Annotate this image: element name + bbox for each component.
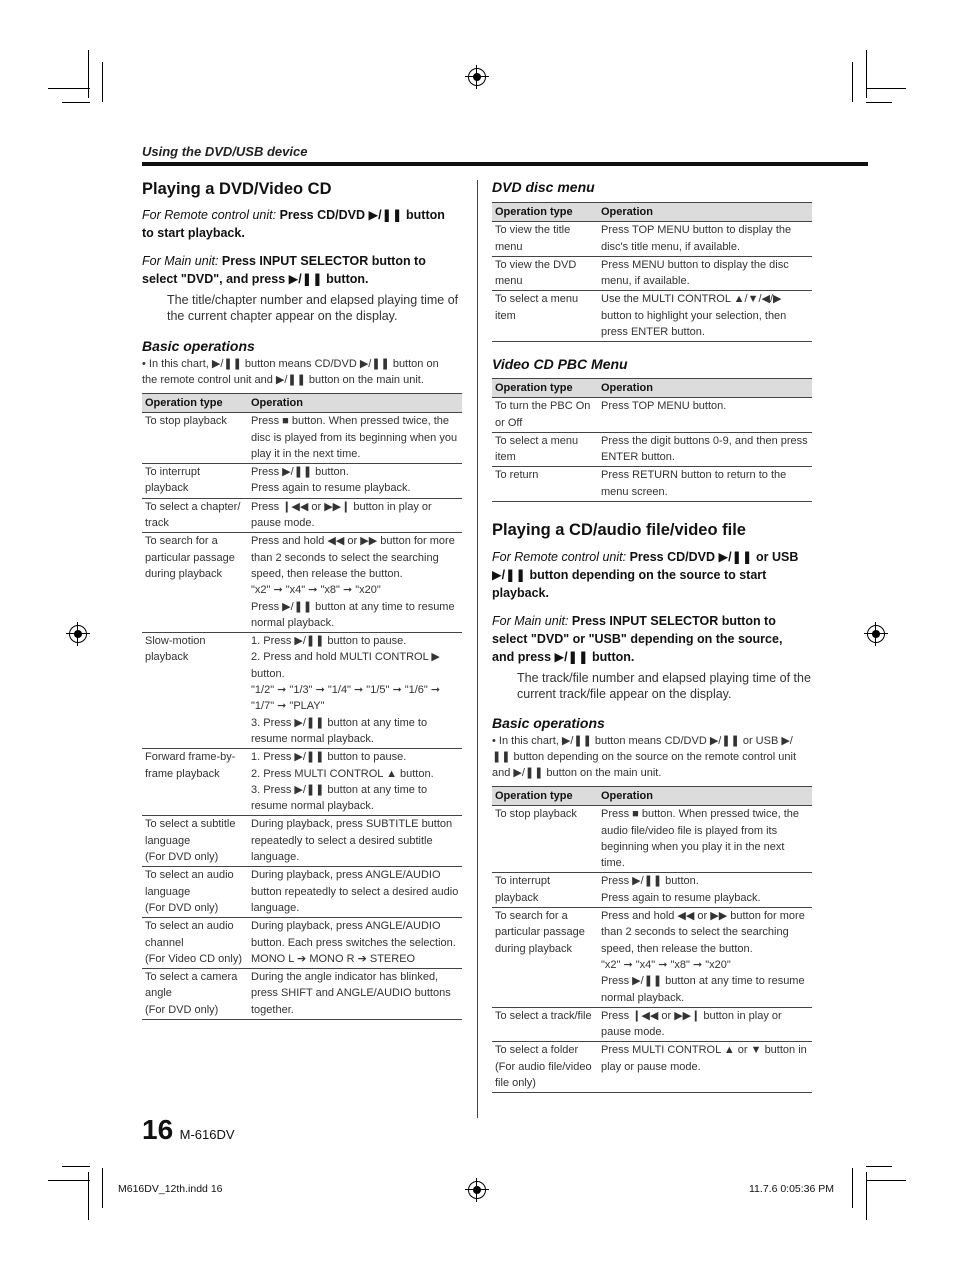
operation-type-cell: To stop playback xyxy=(142,413,248,464)
description: The track/file number and elapsed playing time of the current track/file appear on the display. xyxy=(517,671,811,701)
operation-cell: Press TOP MENU button to display the disc's title menu, if available. xyxy=(598,222,812,257)
registration-mark-icon xyxy=(468,68,486,86)
registration-mark-icon xyxy=(867,625,885,643)
table-header: Operation type xyxy=(492,379,598,398)
table-row xyxy=(492,222,812,257)
table-row xyxy=(142,867,462,918)
operation-type-cell: To select a camera angle (For DVD only) xyxy=(142,969,248,1020)
operation-type-cell: To select a menu item xyxy=(492,432,598,467)
subsection-title: Basic operations xyxy=(492,715,605,731)
subsection-title: Video CD PBC Menu xyxy=(492,356,628,372)
table-header: Operation type xyxy=(492,787,598,806)
crop-mark xyxy=(866,102,892,103)
crop-mark xyxy=(866,1180,906,1181)
table-row xyxy=(142,464,462,499)
chart-note: • In this chart, ▶/❚❚ button means CD/DVD ▶/❚❚ or USB ▶/❚❚ button depending on the source on the remote control unit and ▶/❚❚ button on the main unit. xyxy=(492,735,797,779)
operation-type-cell: To view the DVD menu xyxy=(492,256,598,291)
table-row xyxy=(492,873,812,908)
table-header: Operation type xyxy=(142,394,248,413)
section-title: Playing a DVD/Video CD xyxy=(142,180,332,198)
table-row xyxy=(142,816,462,867)
operation-type-cell: To interrupt playback xyxy=(492,873,598,908)
crop-mark xyxy=(48,1180,90,1181)
table-header: Operation xyxy=(598,379,812,398)
operation-cell: Press ■ button. When pressed twice, the disc is played from its beginning when you play it in the next time. xyxy=(248,413,462,464)
operation-cell: Press MENU button to display the disc menu, if available. xyxy=(598,256,812,291)
registration-mark-icon xyxy=(468,1181,486,1199)
operation-cell: Press ▶/❚❚ button. Press again to resume playback. xyxy=(248,464,462,499)
subsection-title: DVD disc menu xyxy=(492,179,595,195)
operation-type-cell: To search for a particular passage during playback xyxy=(492,908,598,1008)
operation-cell: 1. Press ▶/❚❚ button to pause. 2. Press and hold MULTI CONTROL ▶ button. "1/2" ➞ "1/3" ➞ "1/4" ➞ "1/5" ➞ "1/6" ➞ "1/7" ➞ "PLAY" 3. Press ▶/❚❚ button at any time to resume normal playback. xyxy=(248,633,462,749)
table-row xyxy=(142,498,462,533)
table-row xyxy=(492,806,812,873)
registration-mark-icon xyxy=(69,625,87,643)
table-row xyxy=(142,533,462,633)
main-text: Press INPUT SELECTOR button to select "DVD" or "USB" depending on the source, and press ▶/❚❚ button. xyxy=(492,614,783,664)
main-instruction xyxy=(142,252,460,288)
remote-label: For Remote control unit: xyxy=(492,550,627,564)
operation-type-cell: To return xyxy=(492,467,598,502)
file-info: M616DV_12th.indd 16 xyxy=(118,1183,223,1195)
main-text: Press INPUT SELECTOR button to select "DVD", and press ▶/❚❚ button. xyxy=(142,254,426,286)
remote-instruction xyxy=(142,206,460,242)
table-header: Operation xyxy=(598,203,812,222)
operation-cell: During playback, press ANGLE/AUDIO button. Each press switches the selection. MONO L ➔ MONO R ➔ STEREO xyxy=(248,918,462,969)
operation-type-cell: To interrupt playback xyxy=(142,464,248,499)
table-row xyxy=(492,256,812,291)
operation-type-cell: To select a chapter/ track xyxy=(142,498,248,533)
crop-mark xyxy=(852,62,853,102)
crop-mark xyxy=(866,50,867,98)
timestamp: 11.7.6 0:05:36 PM xyxy=(749,1183,835,1195)
crop-mark xyxy=(102,62,103,102)
crop-mark xyxy=(62,102,90,103)
operation-type-cell: Forward frame-by-frame playback xyxy=(142,749,248,816)
operation-cell: Use the MULTI CONTROL ▲/▼/◀/▶ button to highlight your selection, then press ENTER button. xyxy=(598,291,812,342)
table-row xyxy=(142,969,462,1020)
operation-type-cell: To select an audio language (For DVD only) xyxy=(142,867,248,918)
operation-type-cell: To select a folder (For audio file/video file only) xyxy=(492,1042,598,1093)
crop-mark xyxy=(88,50,89,98)
operation-type-cell: To stop playback xyxy=(492,806,598,873)
operation-cell: Press ❙◀◀ or ▶▶❙ button in play or pause mode. xyxy=(248,498,462,533)
main-label: For Main unit: xyxy=(142,254,219,268)
operation-cell: 1. Press ▶/❚❚ button to pause. 2. Press MULTI CONTROL ▲ button. 3. Press ▶/❚❚ button at any time to resume normal playback. xyxy=(248,749,462,816)
operation-cell: During the angle indicator has blinked, press SHIFT and ANGLE/AUDIO buttons together. xyxy=(248,969,462,1020)
operation-cell: Press ▶/❚❚ button. Press again to resume playback. xyxy=(598,873,812,908)
operation-cell: During playback, press SUBTITLE button repeatedly to select a desired subtitle language. xyxy=(248,816,462,867)
crop-mark xyxy=(48,88,90,89)
page-number-block xyxy=(142,1114,235,1146)
column-divider xyxy=(477,180,478,1118)
dvd-menu-table xyxy=(492,202,812,342)
operations-table xyxy=(492,786,812,1093)
operation-type-cell: Slow-motion playback xyxy=(142,633,248,749)
table-row xyxy=(142,633,462,749)
description: The title/chapter number and elapsed playing time of the current chapter appear on the display. xyxy=(167,293,459,323)
remote-text: Press CD/DVD ▶/❚❚ button to start playback. xyxy=(142,208,445,240)
operation-cell: Press RETURN button to return to the menu screen. xyxy=(598,467,812,502)
crop-mark xyxy=(102,1168,103,1208)
operation-cell: Press and hold ◀◀ or ▶▶ button for more than 2 seconds to select the searching speed, then release the button. "x2" ➞ "x4" ➞ "x8" ➞ "x20" Press ▶/❚❚ button at any time to resume normal playback. xyxy=(248,533,462,633)
table-row xyxy=(142,413,462,464)
operation-type-cell: To select a track/file xyxy=(492,1007,598,1042)
table-row xyxy=(142,749,462,816)
main-label: For Main unit: xyxy=(492,614,569,628)
operation-type-cell: To select an audio channel (For Video CD only) xyxy=(142,918,248,969)
table-header: Operation xyxy=(248,394,462,413)
operation-type-cell: To turn the PBC On or Off xyxy=(492,398,598,433)
table-row xyxy=(492,1007,812,1042)
crop-mark xyxy=(852,1168,853,1208)
remote-instruction xyxy=(492,548,802,602)
table-row xyxy=(492,1042,812,1093)
subsection-title: Basic operations xyxy=(142,338,255,354)
page-number: 16 xyxy=(142,1114,174,1145)
header-rule xyxy=(142,162,868,166)
crop-mark xyxy=(866,1166,892,1167)
table-header: Operation xyxy=(598,787,812,806)
operation-type-cell: To select a subtitle language (For DVD only) xyxy=(142,816,248,867)
operation-cell: Press the digit buttons 0-9, and then press ENTER button. xyxy=(598,432,812,467)
table-row xyxy=(142,918,462,969)
section-title: Playing a CD/audio file/video file xyxy=(492,521,746,539)
operation-type-cell: To select a menu item xyxy=(492,291,598,342)
remote-label: For Remote control unit: xyxy=(142,208,277,222)
operation-cell: Press and hold ◀◀ or ▶▶ button for more than 2 seconds to select the searching speed, then release the button. "x2" ➞ "x4" ➞ "x8" ➞ "x20" Press ▶/❚❚ button at any time to resume normal playback. xyxy=(598,908,812,1008)
section-header: Using the DVD/USB device xyxy=(142,144,308,159)
operation-type-cell: To search for a particular passage during playback xyxy=(142,533,248,633)
main-instruction xyxy=(492,612,802,666)
operation-cell: During playback, press ANGLE/AUDIO button repeatedly to select a desired audio language. xyxy=(248,867,462,918)
remote-text: Press CD/DVD ▶/❚❚ or USB ▶/❚❚ button depending on the source to start playback. xyxy=(492,550,799,600)
table-row xyxy=(492,398,812,433)
crop-mark xyxy=(62,1166,90,1167)
operation-cell: Press ❙◀◀ or ▶▶❙ button in play or pause mode. xyxy=(598,1007,812,1042)
table-row xyxy=(492,291,812,342)
chart-note: • In this chart, ▶/❚❚ button means CD/DVD ▶/❚❚ button on the remote control unit and ▶/❚❚ button on the main unit. xyxy=(142,358,439,386)
operation-cell: Press MULTI CONTROL ▲ or ▼ button in play or pause mode. xyxy=(598,1042,812,1093)
operations-table xyxy=(142,393,462,1020)
vcd-pbc-table xyxy=(492,378,812,502)
crop-mark xyxy=(866,88,906,89)
table-row xyxy=(492,908,812,1008)
table-row xyxy=(492,432,812,467)
operation-cell: Press ■ button. When pressed twice, the audio file/video file is played from its beginning when you play it in the next time. xyxy=(598,806,812,873)
operation-cell: Press TOP MENU button. xyxy=(598,398,812,433)
operation-type-cell: To view the title menu xyxy=(492,222,598,257)
table-header: Operation type xyxy=(492,203,598,222)
table-row xyxy=(492,467,812,502)
model-name: M-616DV xyxy=(179,1127,235,1142)
